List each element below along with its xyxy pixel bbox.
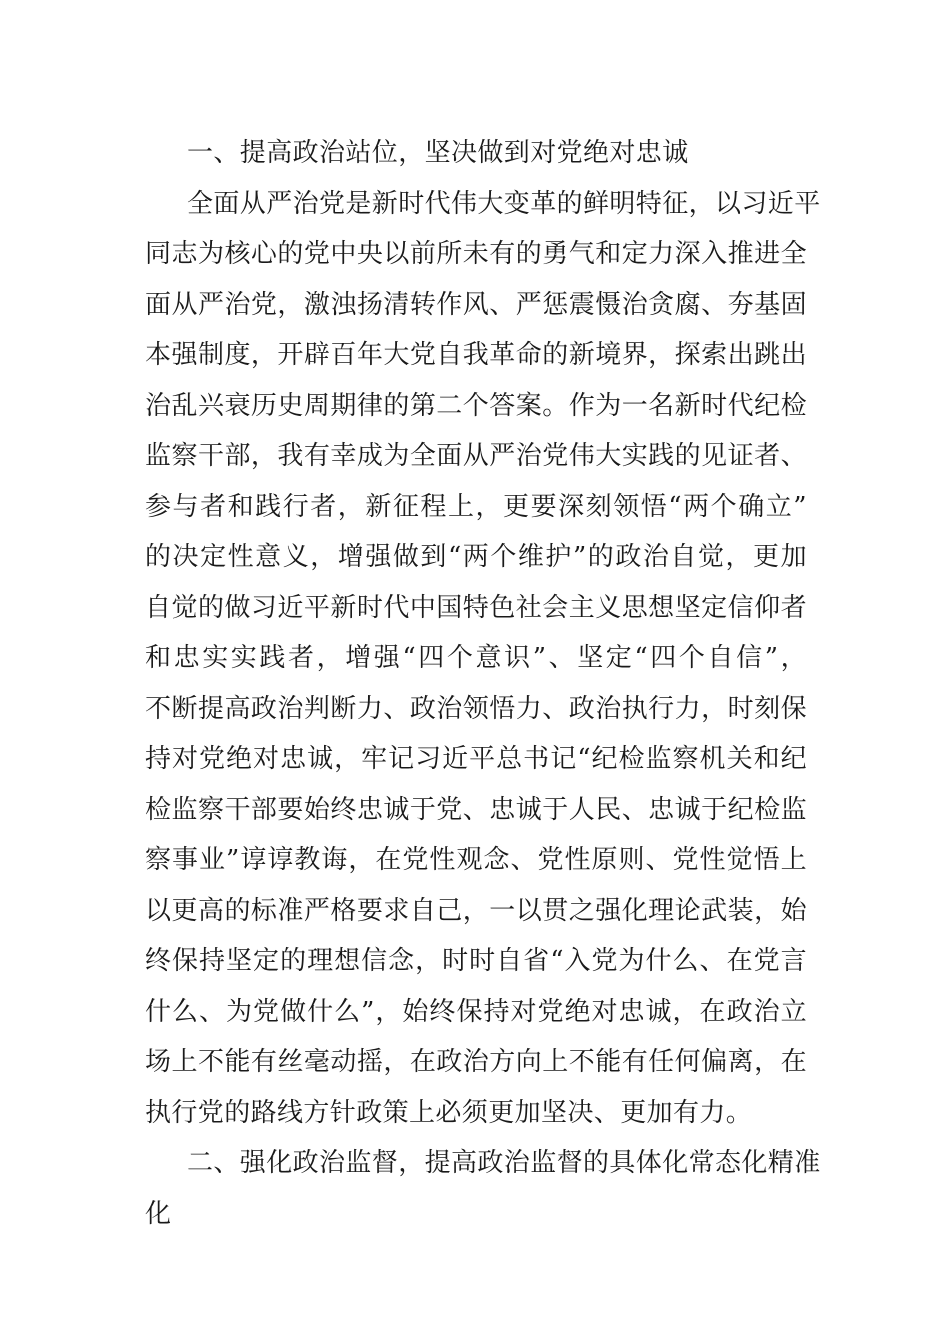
paragraph-line: 参与者和践行者，新征程上，更要深刻领悟“两个确立” [145,491,807,522]
paragraph-line: 不断提高政治判断力、政治领悟力、政治执行力，时刻保 [145,693,807,724]
paragraph-line: 察事业”谆谆教诲，在党性观念、党性原则、党性觉悟上 [145,845,807,875]
paragraph-line: 同志为核心的党中央以前所未有的勇气和定力深入推进全 [145,239,807,269]
paragraph-line: 什么、为党做什么”，始终保持对党绝对忠诚，在政治立 [145,996,807,1027]
paragraph-line: 终保持坚定的理想信念，时时自省“入党为什么、在党言 [145,946,807,976]
paragraph-line: 检监察干部要始终忠诚于党、忠诚于人民、忠诚于纪检监 [145,794,807,825]
paragraph-line: 的决定性意义，增强做到“两个维护”的政治自觉，更加 [145,542,807,572]
section-heading-2: 二、强化政治监督，提高政治监督的具体化常态化精准 [187,1148,821,1178]
paragraph-line: 治乱兴衰历史周期律的第二个答案。作为一名新时代纪检 [145,390,807,421]
paragraph-line: 面从严治党，激浊扬清转作风、严惩震慑治贪腐、夯基固 [145,289,807,320]
document-body [145,128,821,1239]
section-heading-1: 一、提高政治站位，坚决做到对党绝对忠诚 [187,138,689,168]
paragraph-line-last: 执行党的路线方针政策上必须更加坚决、更加有力。 [145,1097,753,1128]
section-heading-2-continuation: 化 [145,1198,172,1229]
paragraph-line: 自觉的做习近平新时代中国特色社会主义思想坚定信仰者 [145,592,807,623]
paragraph-line: 本强制度，开辟百年大党自我革命的新境界，探索出跳出 [145,340,807,370]
paragraph-line: 监察干部，我有幸成为全面从严治党伟大实践的见证者、 [145,441,807,471]
paragraph-line: 场上不能有丝毫动摇，在政治方向上不能有任何偏离，在 [145,1047,807,1077]
paragraph-line: 全面从严治党是新时代伟大变革的鲜明特征，以习近平 [187,188,821,219]
paragraph-line: 以更高的标准严格要求自己，一以贯之强化理论武装，始 [145,895,807,926]
paragraph-line: 持对党绝对忠诚，牢记习近平总书记“纪检监察机关和纪 [145,744,807,774]
paragraph-line: 和忠实实践者，增强“四个意识”、坚定“四个自信”， [145,643,807,673]
